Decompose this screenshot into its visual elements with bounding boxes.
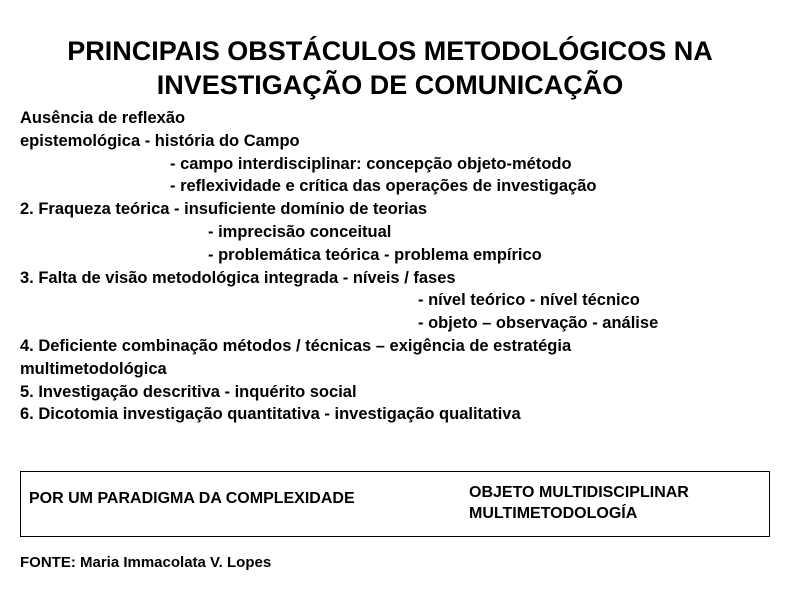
object-label: OBJETO MULTIDISCIPLINAR [469,484,689,501]
list-item: 2. Fraqueza teórica - insuficiente domínio de teorias [20,200,428,219]
object-methodology-label [469,482,689,524]
list-item: - problemática teórica - problema empírico [208,245,542,264]
list-item: - imprecisão conceitual [208,222,392,241]
title-line-2: INVESTIGAÇÃO DE COMUNICAÇÃO [156,70,624,100]
list-item: - nível teórico - nível técnico [418,291,640,310]
list-item: - objeto – observação - análise [418,314,659,333]
page-title [0,34,780,102]
obstacles-list [20,107,790,426]
list-item: - campo interdisciplinar: concepção objeto-método [170,154,572,173]
title-line-1: PRINCIPAIS OBSTÁCULOS METODOLÓGICOS NA [67,36,713,66]
paradigm-box [20,471,770,537]
list-item: 4. Deficiente combinação métodos / técnicas – exigência de estratégia [20,336,572,355]
list-item: 3. Falta de visão metodológica integrada - níveis / fases [20,268,456,287]
list-item: epistemológica - história do Campo [20,131,300,150]
methodology-label: MULTIMETODOLOGÍA [469,505,638,522]
list-item: 6. Dicotomia investigação quantitativa - investigação qualitativa [20,405,521,424]
list-item: 5. Investigação descritiva - inquérito social [20,382,357,401]
paradigm-label: POR UM PARADIGMA DA COMPLEXIDADE [29,490,355,507]
list-item: - reflexividade e crítica das operações de investigação [170,177,597,196]
source-credit: FONTE: Maria Immacolata V. Lopes [20,554,272,571]
list-item: Ausência de reflexão [20,109,186,127]
list-item: multimetodológica [20,359,167,378]
